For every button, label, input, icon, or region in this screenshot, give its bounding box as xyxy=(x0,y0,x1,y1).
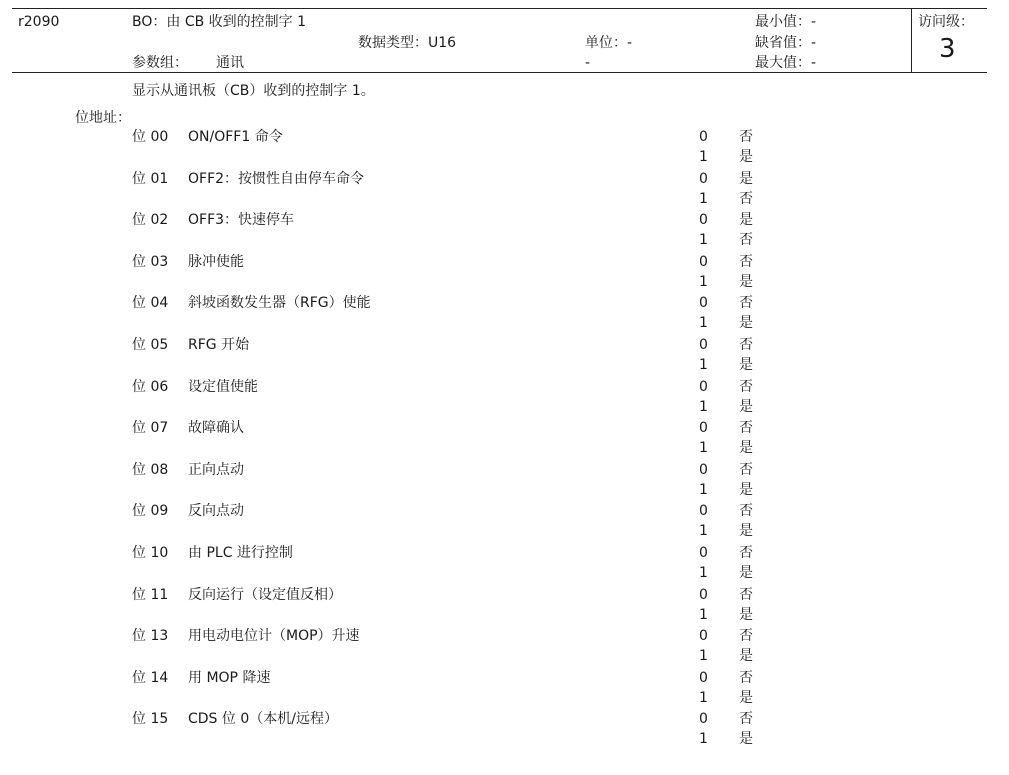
bit-value-0: 0 xyxy=(699,295,708,312)
bit-row xyxy=(0,211,1009,253)
bit-value-1: 1 xyxy=(699,481,708,498)
bit-description: CDS 位 0（本机/远程） xyxy=(188,711,338,728)
max-value: 最大值：- xyxy=(755,55,817,71)
header-top-rule xyxy=(12,8,987,9)
param-group-value: 通讯 xyxy=(216,55,244,71)
bit-code: 位 00 xyxy=(132,129,169,145)
bit-row xyxy=(0,586,1009,628)
bit-meaning-0: 否 xyxy=(739,337,753,353)
bit-description: RFG 开始 xyxy=(188,337,250,353)
bit-meaning-1: 否 xyxy=(739,190,753,207)
bit-description: 脉冲使能 xyxy=(188,253,244,270)
bit-code: 位 09 xyxy=(132,503,169,520)
bit-description: 用电动电位计（MOP）升速 xyxy=(188,628,360,645)
bit-code: 位 10 xyxy=(132,545,169,561)
bit-value-0: 0 xyxy=(699,337,708,353)
bit-description: 斜坡函数发生器（RFG）使能 xyxy=(188,295,371,312)
bit-description: 设定值使能 xyxy=(188,378,258,395)
bit-code: 位 13 xyxy=(132,628,169,645)
bit-meaning-0: 是 xyxy=(739,212,753,229)
description: 显示从通讯板（CB）收到的控制字 1。 xyxy=(132,83,375,99)
bit-code: 位 06 xyxy=(132,378,169,395)
bit-value-0: 0 xyxy=(699,212,708,229)
bit-meaning-0: 否 xyxy=(739,669,753,686)
default-value: 缺省值：- xyxy=(755,35,817,51)
bit-value-1: 1 xyxy=(699,398,708,415)
bit-row xyxy=(0,669,1009,711)
unit: 单位：- xyxy=(585,35,633,51)
bit-meaning-0: 否 xyxy=(739,129,753,145)
bit-meaning-1: 是 xyxy=(739,523,753,540)
bit-code: 位 03 xyxy=(132,253,169,270)
bit-description: OFF2：按惯性自由停车命令 xyxy=(188,170,365,187)
bit-code: 位 02 xyxy=(132,212,169,229)
bit-value-1: 1 xyxy=(699,190,708,207)
bit-value-0: 0 xyxy=(699,461,708,478)
bit-meaning-1: 是 xyxy=(739,398,753,415)
bit-row xyxy=(0,461,1009,503)
bit-meaning-0: 否 xyxy=(739,461,753,478)
bit-value-1: 1 xyxy=(699,731,708,748)
bit-value-1: 1 xyxy=(699,315,708,332)
bit-meaning-1: 是 xyxy=(739,273,753,290)
min-value: 最小值：- xyxy=(755,14,817,30)
bit-meaning-1: 是 xyxy=(739,606,753,623)
param-id: r2090 xyxy=(18,14,60,30)
bit-description: 反向运行（设定值反相） xyxy=(188,586,342,603)
bit-meaning-0: 否 xyxy=(739,295,753,312)
bit-value-0: 0 xyxy=(699,586,708,603)
access-level-value: 3 xyxy=(939,34,956,64)
bit-meaning-0: 否 xyxy=(739,711,753,728)
bit-meaning-1: 是 xyxy=(739,357,753,373)
bit-value-0: 0 xyxy=(699,129,708,145)
bit-meaning-0: 否 xyxy=(739,253,753,270)
bit-value-1: 1 xyxy=(699,357,708,373)
bit-value-0: 0 xyxy=(699,170,708,187)
bit-value-1: 1 xyxy=(699,606,708,623)
bit-meaning-0: 否 xyxy=(739,420,753,437)
bit-description: 故障确认 xyxy=(188,420,244,437)
bit-code: 位 14 xyxy=(132,669,169,686)
bit-value-1: 1 xyxy=(699,273,708,290)
bit-meaning-0: 否 xyxy=(739,378,753,395)
bit-code: 位 05 xyxy=(132,337,169,353)
access-level-label: 访问级： xyxy=(918,14,974,30)
bit-description: OFF3：快速停车 xyxy=(188,212,295,229)
bit-meaning-0: 否 xyxy=(739,628,753,645)
bit-meaning-1: 是 xyxy=(739,565,753,581)
bit-value-0: 0 xyxy=(699,545,708,561)
bit-code: 位 04 xyxy=(132,295,169,312)
bit-description: 反向点动 xyxy=(188,503,244,520)
bit-row xyxy=(0,710,1009,752)
bit-code: 位 01 xyxy=(132,170,169,187)
bit-value-0: 0 xyxy=(699,253,708,270)
bit-meaning-0: 否 xyxy=(739,586,753,603)
bit-value-0: 0 xyxy=(699,420,708,437)
bit-meaning-1: 否 xyxy=(739,232,753,249)
bit-meaning-1: 是 xyxy=(739,481,753,498)
data-type: 数据类型：U16 xyxy=(358,35,457,51)
bit-value-1: 1 xyxy=(699,523,708,540)
bit-code: 位 08 xyxy=(132,461,169,478)
bit-value-1: 1 xyxy=(699,648,708,665)
bit-value-1: 1 xyxy=(699,440,708,457)
bit-code: 位 07 xyxy=(132,420,169,437)
bit-row xyxy=(0,502,1009,544)
cutoff-text-fragment xyxy=(75,757,79,775)
bit-meaning-0: 否 xyxy=(739,503,753,520)
unit-sub: - xyxy=(585,55,591,71)
bit-value-1: 1 xyxy=(699,565,708,581)
bit-value-0: 0 xyxy=(699,711,708,728)
bit-row xyxy=(0,253,1009,295)
bit-value-1: 1 xyxy=(699,232,708,249)
bit-value-0: 0 xyxy=(699,628,708,645)
bit-value-1: 1 xyxy=(699,149,708,165)
bit-value-0: 0 xyxy=(699,378,708,395)
bit-meaning-0: 是 xyxy=(739,170,753,187)
bit-description: 由 PLC 进行控制 xyxy=(188,545,293,561)
bit-row xyxy=(0,627,1009,669)
bits-label: 位地址： xyxy=(75,110,131,126)
bit-meaning-0: 否 xyxy=(739,545,753,561)
bit-meaning-1: 是 xyxy=(739,315,753,332)
bit-value-0: 0 xyxy=(699,669,708,686)
bit-row xyxy=(0,419,1009,461)
bit-row xyxy=(0,378,1009,420)
bit-value-1: 1 xyxy=(699,689,708,706)
bit-description: 用 MOP 降速 xyxy=(188,669,271,686)
header-bottom-rule xyxy=(12,72,987,73)
bit-description: 正向点动 xyxy=(188,461,244,478)
bit-row xyxy=(0,170,1009,212)
bit-code: 位 15 xyxy=(132,711,169,728)
bit-value-0: 0 xyxy=(699,503,708,520)
bit-row xyxy=(0,544,1009,586)
bit-row xyxy=(0,294,1009,336)
bit-meaning-1: 是 xyxy=(739,149,753,165)
bit-row xyxy=(0,336,1009,378)
bit-row xyxy=(0,128,1009,170)
bit-meaning-1: 是 xyxy=(739,731,753,748)
bit-description: ON/OFF1 命令 xyxy=(188,129,283,145)
bit-code: 位 11 xyxy=(132,586,169,603)
bit-meaning-1: 是 xyxy=(739,440,753,457)
bit-meaning-1: 是 xyxy=(739,648,753,665)
bit-meaning-1: 是 xyxy=(739,689,753,706)
param-group-label: 参数组： xyxy=(132,55,188,71)
param-title: BO：由 CB 收到的控制字 1 xyxy=(132,14,307,30)
